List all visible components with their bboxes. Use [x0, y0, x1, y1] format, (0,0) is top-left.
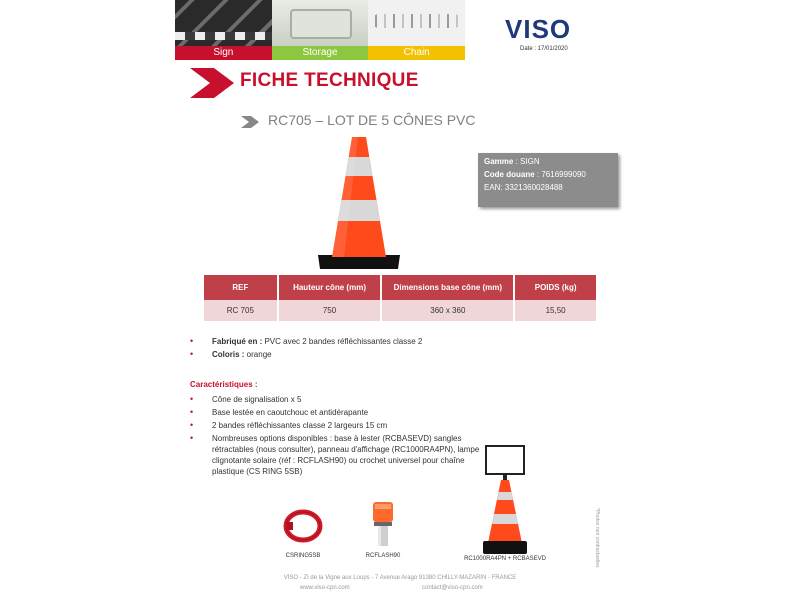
caption-csring: CSRING5SB: [285, 553, 321, 559]
code-douane-line: [484, 168, 618, 181]
bullet-icon: •: [190, 336, 194, 346]
footer-address: VISO - ZI de la Vigne aux Loups - 7 Avenue Arago 91380 CHILLY-MAZARIN - FRANCE: [283, 575, 517, 581]
code-douane-value: : 7616999090: [536, 170, 586, 179]
cell-height: 750: [279, 300, 381, 321]
footer-website[interactable]: www.viso-cpn.com: [300, 585, 350, 591]
caracteristiques-list: [190, 394, 480, 479]
flash-lamp-image: [368, 500, 398, 548]
carac-item-text: 2 bandes réfléchissantes classe 2 largeurs 15 cm: [212, 421, 388, 430]
bullet-icon: •: [190, 433, 194, 443]
chain-ring-image: [283, 508, 323, 544]
header-height: Hauteur cône (mm): [279, 275, 381, 300]
banner-storage-label: Storage: [272, 46, 369, 60]
cone-with-sign-image: [480, 443, 530, 555]
photo-disclaimer: *Photos non contractuelles: [594, 508, 600, 568]
spec-table: [202, 275, 598, 321]
cell-dimensions: 360 x 360: [382, 300, 513, 321]
fabrique-value: PVC avec 2 bandes réfléchissantes classe 2: [262, 337, 423, 346]
document-date: Date : 17/01/2020: [520, 46, 568, 52]
caption-rc1000: RC1000RA4PN + RCBASEVD: [464, 556, 546, 562]
caracteristiques-heading: Caractéristiques :: [190, 380, 258, 389]
carac-item-text: Cône de signalisation x 5: [212, 395, 302, 404]
bullet-icon: •: [190, 349, 194, 359]
list-item: [190, 394, 480, 405]
gamme-line: [484, 155, 618, 168]
list-item: [190, 420, 480, 431]
table-row: [204, 300, 596, 321]
viso-logo: VISO: [505, 14, 572, 44]
subtitle-chevron-icon: [241, 116, 259, 128]
banner-sign[interactable]: [175, 0, 272, 60]
cell-weight: 15,50: [515, 300, 596, 321]
chain-image: [368, 0, 465, 46]
road-marking-image: [175, 0, 272, 46]
gamme-label: Gamme: [484, 157, 514, 166]
banner-chain[interactable]: [368, 0, 465, 60]
list-item: [190, 336, 480, 347]
banner-chain-label: Chain: [368, 46, 465, 60]
footer-email[interactable]: contact@viso-cpn.com: [422, 585, 483, 591]
coloris-value: orange: [244, 350, 272, 359]
category-banner: [175, 0, 465, 60]
list-item: [190, 433, 480, 477]
table-header-row: [204, 275, 596, 300]
bullet-icon: •: [190, 407, 194, 417]
carac-item-text: Nombreuses options disponibles : base à lester (RCBASEVD) sangles rétractables (nous consulter), panneau d'affichage (RC1000RA4PN), lampe clignotante solaire (réf : RCFLASH90) ou crochet universel pour chaîne plastique (CS RING 5SB): [212, 434, 480, 476]
traffic-cone-image: [314, 135, 404, 271]
title-chevron-icon: [190, 68, 234, 98]
coloris-label: Coloris :: [212, 350, 245, 359]
ean-line: EAN: 3321360028488: [484, 183, 563, 192]
bullet-icon: •: [190, 394, 194, 404]
list-item: [190, 407, 480, 418]
code-douane-label: Code douane: [484, 170, 535, 179]
header-weight: POIDS (kg): [515, 275, 596, 300]
caption-rcflash: RCFLASH90: [365, 553, 401, 559]
cell-ref: RC 705: [204, 300, 277, 321]
banner-sign-label: Sign: [175, 46, 272, 60]
info-box: [478, 153, 618, 207]
product-subtitle: RC705 – LOT DE 5 CÔNES PVC: [268, 112, 476, 128]
list-item: [190, 349, 480, 360]
header-dimensions: Dimensions base cône (mm): [382, 275, 513, 300]
gamme-value: : SIGN: [515, 157, 540, 166]
bullet-icon: •: [190, 420, 194, 430]
fabrique-label: Fabriqué en :: [212, 337, 263, 346]
product-details: [190, 336, 480, 362]
page-title: FICHE TECHNIQUE: [240, 70, 419, 91]
carac-item-text: Base lestée en caoutchouc et antidérapante: [212, 408, 369, 417]
banner-storage[interactable]: [272, 0, 369, 60]
storage-case-image: [272, 0, 369, 46]
header-ref: REF: [204, 275, 277, 300]
